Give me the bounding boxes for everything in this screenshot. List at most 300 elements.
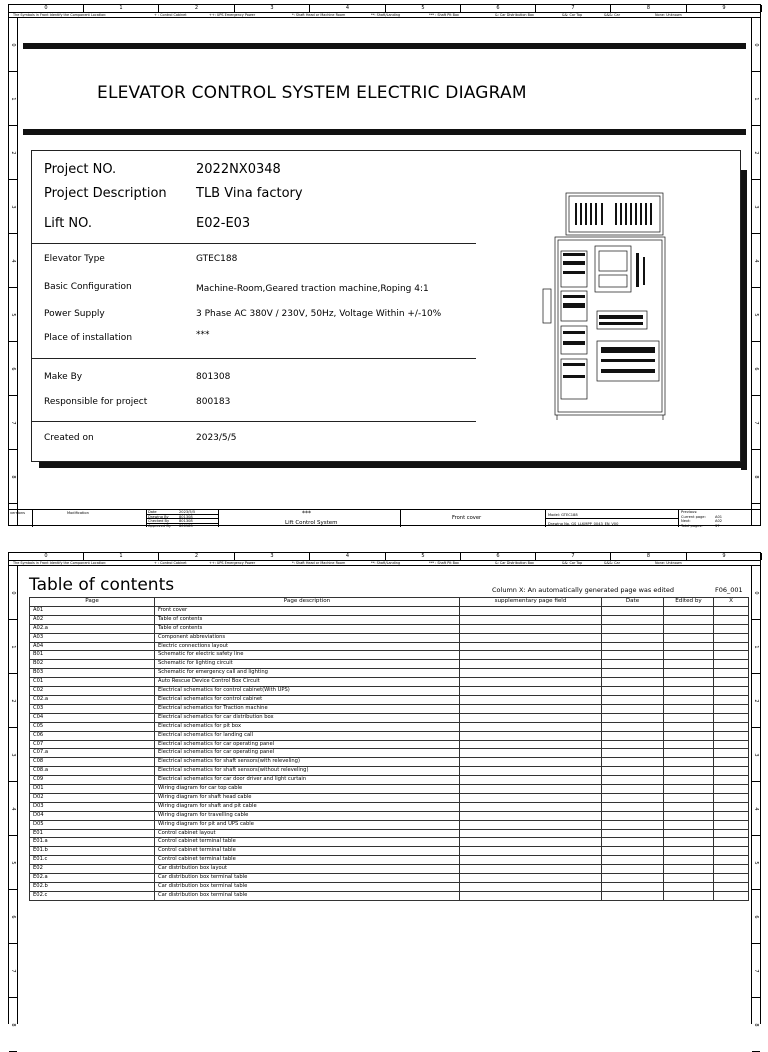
table-row[interactable] xyxy=(30,829,749,838)
ruler-row-label: 3 xyxy=(753,752,759,757)
make-by-label: Make By xyxy=(44,372,83,382)
empty-cell xyxy=(664,811,714,820)
empty-cell xyxy=(460,669,602,678)
page-description-cell: Electric connections layout xyxy=(155,642,460,651)
page-id-cell: C07 xyxy=(30,740,155,749)
empty-cell xyxy=(602,776,664,785)
empty-cell xyxy=(714,713,749,722)
toc-body xyxy=(30,606,749,900)
responsible-label: Responsible for project xyxy=(44,397,148,407)
page-description-cell: Schematic for electric safety line xyxy=(155,651,460,660)
ruler-column-3: 3 xyxy=(235,5,310,12)
table-row[interactable] xyxy=(30,785,749,794)
location-symbol-legend xyxy=(9,560,760,566)
ruler-row-label: 2 xyxy=(10,698,16,703)
page-description-cell: Front cover xyxy=(155,606,460,615)
empty-cell xyxy=(664,802,714,811)
table-row[interactable] xyxy=(30,883,749,892)
power-supply-label: Power Supply xyxy=(44,309,105,319)
legend-item: **: Shaft/Landing xyxy=(371,13,401,17)
ruler-row-label: 6 xyxy=(10,914,16,919)
ruler-row-label: 2 xyxy=(10,150,16,155)
empty-cell xyxy=(714,811,749,820)
ruler-row-label: 7 xyxy=(753,968,759,973)
legend-item: *: Shaft Head or Machine Room xyxy=(292,561,346,565)
table-row[interactable] xyxy=(30,651,749,660)
next-page-value: A02 xyxy=(715,519,723,523)
page-id-cell: C06 xyxy=(30,731,155,740)
next-page-label: Next: xyxy=(681,519,691,523)
empty-cell xyxy=(664,767,714,776)
empty-cell xyxy=(714,838,749,847)
table-row[interactable] xyxy=(30,615,749,624)
empty-cell xyxy=(664,829,714,838)
table-row[interactable] xyxy=(30,740,749,749)
place-label: Place of installation xyxy=(44,333,133,343)
empty-cell xyxy=(714,802,749,811)
ruler-row-1 xyxy=(752,72,760,126)
page-id-cell: E02.c xyxy=(30,891,155,900)
page-description-cell: Table of contents xyxy=(155,624,460,633)
empty-cell xyxy=(460,865,602,874)
ruler-column-5: 5 xyxy=(386,5,461,12)
place-value: *** xyxy=(196,330,210,340)
ruler-column-9: 9 xyxy=(687,5,762,12)
toc-column-header: supplementary page field xyxy=(460,598,602,607)
empty-cell xyxy=(664,651,714,660)
responsible-value: 800183 xyxy=(196,397,231,407)
empty-cell xyxy=(602,767,664,776)
empty-cell xyxy=(664,678,714,687)
basic-config-label: Basic Configuration xyxy=(44,282,132,292)
legend-item: None: Unknown xyxy=(655,13,682,17)
empty-cell xyxy=(460,678,602,687)
table-row[interactable] xyxy=(30,776,749,785)
total-pages-label: Total pages: xyxy=(681,523,703,528)
empty-cell xyxy=(602,642,664,651)
ruler-row-label: 4 xyxy=(10,258,16,263)
empty-cell xyxy=(664,793,714,802)
empty-cell xyxy=(602,624,664,633)
toc-table xyxy=(29,597,749,901)
ruler-row-2 xyxy=(9,674,17,728)
table-row[interactable] xyxy=(30,856,749,865)
ruler-row-1 xyxy=(9,620,17,674)
ruler-row-label: 2 xyxy=(753,150,759,155)
table-row[interactable] xyxy=(30,793,749,802)
divider xyxy=(32,243,476,244)
legend-item: &&&: Car xyxy=(604,561,620,565)
ruler-row-7 xyxy=(752,944,760,998)
ruler-row-label: 7 xyxy=(10,420,16,425)
empty-cell xyxy=(664,847,714,856)
ruler-column-9: 9 xyxy=(687,553,762,560)
legend-item: The Symbols in Front Identify the Component Location: xyxy=(13,13,107,17)
empty-cell xyxy=(460,606,602,615)
ruler-row-label: 5 xyxy=(10,312,16,317)
ruler-row-label: 1 xyxy=(10,644,16,649)
empty-cell xyxy=(714,704,749,713)
empty-cell xyxy=(602,847,664,856)
info-box-shadow-right xyxy=(741,170,747,470)
page-description-cell: Schematic for emergency call and lighting xyxy=(155,669,460,678)
basic-config-value: Machine-Room,Geared traction machine,Roping 4:1 xyxy=(196,284,429,294)
empty-cell xyxy=(714,722,749,731)
legend-item: &&&: Car xyxy=(604,13,620,17)
page-id-cell: C02 xyxy=(30,687,155,696)
ruler-row-label: 4 xyxy=(753,806,759,811)
location-symbol-legend xyxy=(9,12,760,18)
approved-by-label: Approved By xyxy=(148,523,171,528)
page-id-cell: C08.a xyxy=(30,767,155,776)
empty-cell xyxy=(664,883,714,892)
ruler-row-label: 1 xyxy=(753,96,759,101)
ruler-row-0 xyxy=(752,18,760,72)
empty-cell xyxy=(714,695,749,704)
empty-cell xyxy=(714,624,749,633)
lift-no-label: Lift NO. xyxy=(44,216,92,231)
table-row[interactable] xyxy=(30,731,749,740)
ruler-row-label: 6 xyxy=(753,366,759,371)
toc-column-header: Page xyxy=(30,598,155,607)
page-id-cell: A02.a xyxy=(30,624,155,633)
table-row[interactable] xyxy=(30,660,749,669)
page-description-cell: Wiring diagram for pit and UPS cable xyxy=(155,820,460,829)
ruler-column-0: 0 xyxy=(9,553,84,560)
empty-cell xyxy=(664,704,714,713)
table-row[interactable] xyxy=(30,642,749,651)
empty-cell xyxy=(602,865,664,874)
drawing-title: ELEVATOR CONTROL SYSTEM ELECTRIC DIAGRAM xyxy=(97,83,527,103)
empty-cell xyxy=(460,651,602,660)
table-row[interactable] xyxy=(30,865,749,874)
page-id-cell: C07.a xyxy=(30,749,155,758)
ruler-row-label: 1 xyxy=(753,644,759,649)
row-ruler-right xyxy=(751,18,760,525)
table-row[interactable] xyxy=(30,767,749,776)
table-row[interactable] xyxy=(30,847,749,856)
ruler-row-label: 0 xyxy=(10,42,16,47)
ruler-row-label: 6 xyxy=(10,366,16,371)
table-row[interactable] xyxy=(30,802,749,811)
empty-cell xyxy=(602,802,664,811)
ruler-column-7: 7 xyxy=(536,5,611,12)
empty-cell xyxy=(714,642,749,651)
ruler-row-6 xyxy=(752,890,760,944)
project-no-value: 2022NX0348 xyxy=(196,162,281,177)
empty-cell xyxy=(714,749,749,758)
empty-cell xyxy=(460,731,602,740)
empty-cell xyxy=(664,856,714,865)
page-id-cell: A02 xyxy=(30,615,155,624)
empty-cell xyxy=(602,891,664,900)
page-description-cell: Control cabinet terminal table xyxy=(155,838,460,847)
versions-label: versions xyxy=(10,511,26,515)
page-description-cell: Electrical schematics for shaft sensors(with releveling) xyxy=(155,758,460,767)
row-ruler-right xyxy=(751,566,760,1027)
current-page-value: A01 xyxy=(715,514,723,519)
table-of-contents-sheet xyxy=(8,552,761,1027)
ruler-row-label: 8 xyxy=(753,474,759,479)
empty-cell xyxy=(460,847,602,856)
page-id-cell: E02.a xyxy=(30,874,155,883)
created-on-value: 2023/5/5 xyxy=(196,433,237,443)
page-id-cell: D03 xyxy=(30,802,155,811)
empty-cell xyxy=(602,740,664,749)
empty-cell xyxy=(664,642,714,651)
empty-cell xyxy=(602,678,664,687)
empty-cell xyxy=(664,891,714,900)
ruler-column-1: 1 xyxy=(84,553,159,560)
ruler-row-label: 7 xyxy=(753,420,759,425)
ruler-row-0 xyxy=(9,566,17,620)
empty-cell xyxy=(460,758,602,767)
page-description-cell: Wiring diagram for car top cable xyxy=(155,785,460,794)
empty-cell xyxy=(602,856,664,865)
table-row[interactable] xyxy=(30,713,749,722)
page-id-cell: E01 xyxy=(30,829,155,838)
front-cover-sheet xyxy=(8,4,761,526)
table-row[interactable] xyxy=(30,687,749,696)
ruler-row-label: 5 xyxy=(753,860,759,865)
page-id-cell: C01 xyxy=(30,678,155,687)
project-description-label: Project Description xyxy=(44,186,167,201)
ruler-row-8 xyxy=(9,998,17,1052)
ruler-row-1 xyxy=(752,620,760,674)
page-id-cell: C03 xyxy=(30,704,155,713)
page-description-cell: Electrical schematics for control cabinet xyxy=(155,695,460,704)
legend-item: &&: Car Top xyxy=(562,561,583,565)
divider xyxy=(32,421,476,422)
page-description-cell: Electrical schematics for control cabinet(With UPS) xyxy=(155,687,460,696)
checked-by-label: Checked By xyxy=(148,519,170,523)
empty-cell xyxy=(602,695,664,704)
empty-cell xyxy=(714,865,749,874)
empty-cell xyxy=(602,633,664,642)
empty-cell xyxy=(714,660,749,669)
toc-column-header: Edited by xyxy=(664,598,714,607)
empty-cell xyxy=(714,847,749,856)
empty-cell xyxy=(460,624,602,633)
ruler-row-6 xyxy=(9,342,17,396)
ruler-row-label: 4 xyxy=(10,806,16,811)
page-description-cell: Electrical schematics for Traction machine xyxy=(155,704,460,713)
table-row[interactable] xyxy=(30,669,749,678)
empty-cell xyxy=(460,704,602,713)
empty-cell xyxy=(714,829,749,838)
column-ruler xyxy=(9,5,760,18)
table-row[interactable] xyxy=(30,838,749,847)
table-row[interactable] xyxy=(30,704,749,713)
empty-cell xyxy=(460,838,602,847)
legend-item: &&: Car Top xyxy=(562,13,583,17)
table-row[interactable] xyxy=(30,722,749,731)
page-id-cell: C05 xyxy=(30,722,155,731)
empty-cell xyxy=(460,749,602,758)
ruler-row-4 xyxy=(9,782,17,836)
page-description-cell: Electrical schematics for landing call xyxy=(155,731,460,740)
page-description-cell: Car distribution box terminal table xyxy=(155,883,460,892)
empty-cell xyxy=(460,713,602,722)
page-id-cell: E01.c xyxy=(30,856,155,865)
empty-cell xyxy=(602,687,664,696)
empty-cell xyxy=(460,793,602,802)
ruler-row-3 xyxy=(9,180,17,234)
empty-cell xyxy=(602,669,664,678)
table-row[interactable] xyxy=(30,606,749,615)
drawn-by-value: 801308 xyxy=(179,514,193,519)
ruler-row-7 xyxy=(9,396,17,450)
table-row[interactable] xyxy=(30,749,749,758)
ruler-row-label: 5 xyxy=(753,312,759,317)
toc-column-header: Page description xyxy=(155,598,460,607)
page-description-cell: Table of contents xyxy=(155,615,460,624)
ruler-row-label: 5 xyxy=(10,860,16,865)
table-row[interactable] xyxy=(30,678,749,687)
system-name: Lift Control System xyxy=(285,520,338,526)
empty-cell xyxy=(714,615,749,624)
empty-cell xyxy=(460,874,602,883)
table-row[interactable] xyxy=(30,695,749,704)
ruler-column-3: 3 xyxy=(235,553,310,560)
empty-cell xyxy=(460,785,602,794)
ruler-row-3 xyxy=(752,180,760,234)
empty-cell xyxy=(460,820,602,829)
page-id-cell: D04 xyxy=(30,811,155,820)
empty-cell xyxy=(714,678,749,687)
column-ruler xyxy=(9,553,760,566)
empty-cell xyxy=(714,891,749,900)
empty-cell xyxy=(460,856,602,865)
legend-item: ++: UPS Emergency Power xyxy=(209,561,256,565)
empty-cell xyxy=(664,838,714,847)
empty-cell xyxy=(664,669,714,678)
ruler-row-label: 0 xyxy=(753,42,759,47)
empty-cell xyxy=(714,633,749,642)
empty-cell xyxy=(664,740,714,749)
ruler-row-4 xyxy=(752,782,760,836)
table-row[interactable] xyxy=(30,633,749,642)
title-bottom-bar xyxy=(23,129,746,135)
empty-cell xyxy=(602,758,664,767)
page-id-cell: E02.b xyxy=(30,883,155,892)
ruler-row-0 xyxy=(752,566,760,620)
empty-cell xyxy=(714,793,749,802)
empty-cell xyxy=(460,776,602,785)
page-description-cell: Electrical schematics for car door driver and light curtain xyxy=(155,776,460,785)
ruler-row-6 xyxy=(9,890,17,944)
legend-item: &: Car Distribution Box xyxy=(495,561,534,565)
toc-header-row xyxy=(30,598,749,607)
page-id-cell: C02.a xyxy=(30,695,155,704)
ruler-row-label: 1 xyxy=(10,96,16,101)
ruler-row-label: 4 xyxy=(753,258,759,263)
page-id-cell: C08 xyxy=(30,758,155,767)
project-no-label: Project NO. xyxy=(44,162,117,177)
page-description-cell: Control cabinet layout xyxy=(155,829,460,838)
empty-cell xyxy=(460,767,602,776)
ruler-row-label: 3 xyxy=(10,752,16,757)
legend-item: None: Unknown xyxy=(655,561,682,565)
empty-cell xyxy=(602,749,664,758)
empty-cell xyxy=(664,731,714,740)
empty-cell xyxy=(602,704,664,713)
legend-item: *** : Shaft Pit Box xyxy=(429,561,459,565)
created-on-label: Created on xyxy=(44,433,94,443)
table-row[interactable] xyxy=(30,758,749,767)
empty-cell xyxy=(602,829,664,838)
modification-label: Modification xyxy=(67,511,89,515)
ruler-row-7 xyxy=(752,396,760,450)
ruler-row-label: 8 xyxy=(753,1022,759,1027)
empty-cell xyxy=(602,606,664,615)
ruler-row-2 xyxy=(752,674,760,728)
table-row[interactable] xyxy=(30,811,749,820)
empty-cell xyxy=(714,758,749,767)
legend-item: + : Control Cabinet xyxy=(154,561,187,565)
legend-item: ++: UPS Emergency Power xyxy=(209,13,256,17)
table-row[interactable] xyxy=(30,820,749,829)
ruler-column-6: 6 xyxy=(461,553,536,560)
ruler-row-2 xyxy=(752,126,760,180)
page-id-cell: C04 xyxy=(30,713,155,722)
empty-cell xyxy=(602,838,664,847)
project-description-value: TLB Vina factory xyxy=(196,186,303,201)
ruler-column-4: 4 xyxy=(310,5,386,12)
previous-page-label: Previous: xyxy=(681,510,698,514)
total-pages-value: 37 xyxy=(715,523,720,528)
ruler-column-5: 5 xyxy=(386,553,461,560)
ruler-column-2: 2 xyxy=(159,5,235,12)
empty-cell xyxy=(602,811,664,820)
table-row[interactable] xyxy=(30,624,749,633)
empty-cell xyxy=(602,651,664,660)
empty-cell xyxy=(460,829,602,838)
empty-cell xyxy=(460,633,602,642)
ruler-row-8 xyxy=(9,450,17,504)
ruler-column-4: 4 xyxy=(310,553,386,560)
ruler-column-8: 8 xyxy=(611,553,687,560)
page-description-cell: Electrical schematics for shaft sensors(without releveling) xyxy=(155,767,460,776)
empty-cell xyxy=(664,722,714,731)
empty-cell xyxy=(664,660,714,669)
title-block xyxy=(9,509,760,527)
empty-cell xyxy=(602,615,664,624)
table-row[interactable] xyxy=(30,874,749,883)
empty-cell xyxy=(714,820,749,829)
empty-cell xyxy=(602,785,664,794)
ruler-row-7 xyxy=(9,944,17,998)
checked-by-value: 801308 xyxy=(179,519,193,523)
page-id-cell: A03 xyxy=(30,633,155,642)
empty-cell xyxy=(714,767,749,776)
legend-item: *** : Shaft Pit Box xyxy=(429,13,459,17)
empty-cell xyxy=(714,740,749,749)
table-row[interactable] xyxy=(30,891,749,900)
ruler-row-label: 6 xyxy=(753,914,759,919)
ruler-column-0: 0 xyxy=(9,5,84,12)
ruler-row-1 xyxy=(9,72,17,126)
ruler-row-3 xyxy=(9,728,17,782)
empty-cell xyxy=(460,883,602,892)
page-description-cell: Schematic for lighting circuit xyxy=(155,660,460,669)
ruler-row-4 xyxy=(9,234,17,288)
ruler-row-label: 0 xyxy=(753,590,759,595)
title-stars: *** xyxy=(302,510,311,517)
page-description-cell: Electrical schematics for car operating panel xyxy=(155,740,460,749)
empty-cell xyxy=(460,891,602,900)
page-name: Front cover xyxy=(452,515,482,521)
